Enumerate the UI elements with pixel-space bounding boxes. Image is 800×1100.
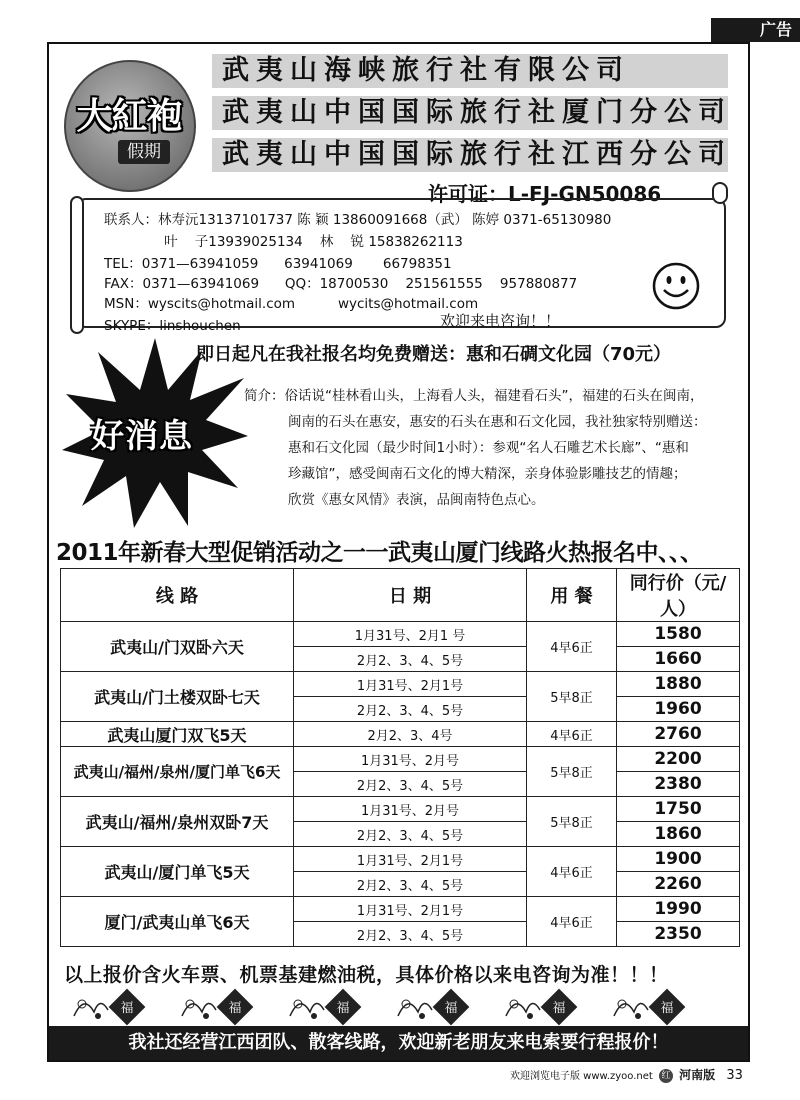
price-cell: 2350 — [617, 922, 740, 947]
firecracker-icon — [610, 986, 692, 1026]
firecracker-icon — [502, 986, 584, 1026]
price-cell: 1860 — [617, 822, 740, 847]
date-cell: 1月31号、2月1号 — [294, 847, 527, 872]
intro-line-1: 简介：俗话说“桂林看山头，上海看人头，福建看石头”，福建的石头在闽南， — [244, 388, 704, 404]
date-cell: 2月2、3、4、5号 — [294, 772, 527, 797]
meal-cell: 5早8正 — [527, 797, 617, 847]
contact-fax-qq: FAX：0371—63941069 QQ：18700530 251561555 957880877 — [104, 276, 578, 292]
table-row — [61, 747, 740, 772]
table-header-row — [61, 569, 740, 622]
firecracker-icon — [286, 986, 368, 1026]
footer-text: 欢迎浏览电子版 www.zyoo.net — [510, 1071, 653, 1082]
footer-edition: 河南版 — [679, 1068, 716, 1082]
svg-text:福: 福 — [120, 1001, 134, 1016]
svg-text:福: 福 — [660, 1001, 674, 1016]
date-cell: 1月31号、2月号 — [294, 747, 527, 772]
price-cell: 1900 — [617, 847, 740, 872]
firecracker-icon — [70, 986, 152, 1026]
table-row — [61, 847, 740, 872]
promo-title: 2011年新春大型促销活动之一一武夷山厦门线路火热报名中、、、 — [56, 540, 703, 566]
table-row — [61, 797, 740, 822]
date-cell: 2月2、3、4、5号 — [294, 647, 527, 672]
ad-label: 广告 — [711, 18, 800, 42]
meal-cell: 5早8正 — [527, 672, 617, 722]
route-name: 武夷山/门土楼双卧七天 — [61, 672, 294, 722]
price-cell: 2380 — [617, 772, 740, 797]
date-cell: 2月2、3、4、5号 — [294, 822, 527, 847]
route-price-table — [60, 568, 740, 947]
contact-tel: TEL：0371—63941059 63941069 66798351 — [104, 256, 452, 272]
meal-cell: 4早6正 — [527, 722, 617, 747]
route-name: 武夷山/厦门单飞5天 — [61, 847, 294, 897]
good-news-title: 好消息 — [91, 416, 193, 455]
price-note: 以上报价含火车票、机票基建燃油税，具体价格以来电咨询为准！！！ — [64, 964, 669, 986]
bottom-banner: 我社还经营江西团队、散客线路，欢迎新老朋友来电索要行程报价！ — [49, 1026, 748, 1060]
price-cell: 1660 — [617, 647, 740, 672]
route-name: 厦门/武夷山单飞6天 — [61, 897, 294, 947]
intro-line-3: 惠和石文化园（最少时间1小时）：参观“名人石雕艺术长廊”、“惠和 — [288, 440, 689, 456]
route-name: 武夷山/福州/泉州/厦门单飞6天 — [61, 747, 294, 797]
company-name-2: 武夷山中国国际旅行社厦门分公司 — [212, 96, 728, 130]
contact-persons-1: 联系人：林寿沅13137101737 陈 颖 13860091668（武） 陈婷 0371-65130980 — [104, 212, 612, 228]
logo-title: 大紅袍 — [76, 95, 182, 137]
table-row — [61, 622, 740, 647]
date-cell: 1月31号、2月1号 — [294, 672, 527, 697]
header-route: 线 路 — [61, 569, 294, 622]
contact-persons-2: 叶 子13939025134 林 锐 15838262113 — [104, 234, 463, 250]
date-cell: 1月31号、2月1 号 — [294, 622, 527, 647]
date-cell: 2月2、3、4、5号 — [294, 872, 527, 897]
intro-line-4: 珍藏馆”，感受闽南石文化的博大精深，亲身体验影雕技艺的情趣； — [288, 466, 687, 482]
free-offer-headline: 即日起凡在我社报名均免费赠送：惠和石碉文化园（70元） — [196, 344, 672, 365]
scroll-roll-top — [712, 182, 728, 204]
company-name-1: 武夷山海峡旅行社有限公司 — [212, 54, 728, 88]
date-cell: 1月31号、2月号 — [294, 797, 527, 822]
price-cell: 2760 — [617, 722, 740, 747]
page-number: 33 — [726, 1068, 743, 1083]
price-cell: 1750 — [617, 797, 740, 822]
price-cell: 2200 — [617, 747, 740, 772]
svg-text:福: 福 — [228, 1001, 242, 1016]
route-name: 武夷山/门双卧六天 — [61, 622, 294, 672]
firecracker-icon — [178, 986, 260, 1026]
table-row — [61, 897, 740, 922]
company-name-3: 武夷山中国国际旅行社江西分公司 — [212, 138, 728, 172]
contact-msn: MSN：wyscits@hotmail.com wycits@hotmail.com — [104, 296, 479, 312]
price-cell: 1880 — [617, 672, 740, 697]
smiley-icon — [652, 262, 700, 310]
date-cell: 2月2、3、4、5号 — [294, 697, 527, 722]
route-name: 武夷山厦门双飞5天 — [61, 722, 294, 747]
intro-line-5: 欣赏《惠女风情》表演，品闽南特色点心。 — [288, 492, 545, 508]
svg-text:福: 福 — [336, 1001, 350, 1016]
scroll-roll-left — [70, 196, 84, 334]
date-cell: 1月31号、2月1号 — [294, 897, 527, 922]
welcome-text: 欢迎来电咨询！！ — [440, 312, 561, 330]
price-cell: 2260 — [617, 872, 740, 897]
table-row — [61, 722, 740, 747]
header-price: 同行价（元/人） — [617, 569, 740, 622]
price-cell: 1580 — [617, 622, 740, 647]
footer — [510, 1066, 743, 1083]
header-date: 日 期 — [294, 569, 527, 622]
license-number: 许可证：L-FJ-GN50086 — [428, 182, 662, 206]
contact-skype: SKYPE：linshouchen — [104, 318, 241, 334]
price-cell: 1960 — [617, 697, 740, 722]
table-row — [61, 672, 740, 697]
svg-text:福: 福 — [552, 1001, 566, 1016]
date-cell: 2月2、3、4、5号 — [294, 922, 527, 947]
meal-cell: 4早6正 — [527, 622, 617, 672]
footer-logo-icon: 红 — [659, 1069, 673, 1083]
header-meal: 用 餐 — [527, 569, 617, 622]
price-cell: 1990 — [617, 897, 740, 922]
meal-cell: 4早6正 — [527, 847, 617, 897]
logo-subtitle: 假期 — [118, 140, 170, 164]
date-cell: 2月2、3、4号 — [294, 722, 527, 747]
route-name: 武夷山/福州/泉州双卧7天 — [61, 797, 294, 847]
intro-line-2: 闽南的石头在惠安，惠安的石头在惠和石文化园，我社独家特别赠送： — [288, 414, 707, 430]
meal-cell: 4早6正 — [527, 897, 617, 947]
svg-text:福: 福 — [444, 1001, 458, 1016]
firecracker-icon — [394, 986, 476, 1026]
meal-cell: 5早8正 — [527, 747, 617, 797]
